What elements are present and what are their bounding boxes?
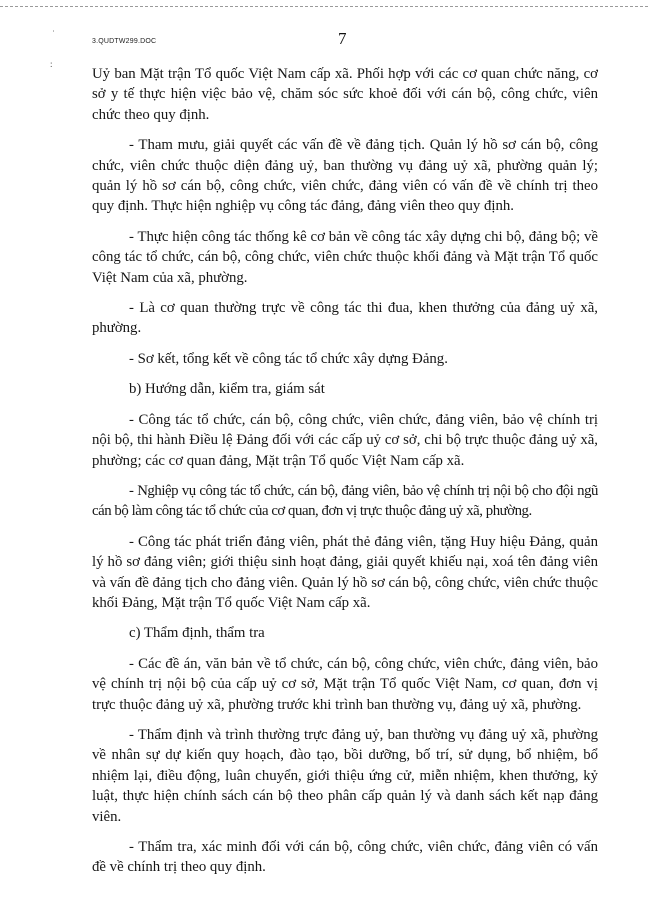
document-code: 3.QUDTW299.DOC <box>92 38 157 45</box>
paragraph-bullet: - Công tác phát triển đảng viên, phát thẻ đảng viên, tặng Huy hiệu Đảng, quản lý hồ sơ đảng viên; giới thiệu sinh hoạt đảng, giải quyết khiếu nại, xoá tên đảng viên và vấn đề đảng tịch cho đảng viên. Quản lý hồ sơ cán bộ, công chức, viên chức thuộc khối Đảng, Mặt trận Tổ quốc Việt Nam cấp xã. <box>92 533 598 611</box>
paragraph-bullet: - Tham mưu, giải quyết các vấn đề về đảng tịch. Quản lý hồ sơ cán bộ, công chức, viên chức thuộc diện đảng uỷ, ban thường vụ đảng uỷ xã, phường quản lý; quản lý hồ sơ cán bộ, công chức, viên chức, đảng viên có vấn đề về chính trị theo quy định. Thực hiện nghiệp vụ công tác đảng, đảng viên theo quy định. <box>92 137 598 215</box>
document-body <box>92 64 598 888</box>
page-number: 7 <box>338 29 347 48</box>
paragraph-bullet: - Thẩm định và trình thường trực đảng uỷ, ban thường vụ đảng uỷ xã, phường về nhân sự dự kiến quy hoạch, đào tạo, bồi dưỡng, bố trí, sử dụng, bổ nhiệm, bổ nhiệm lại, điều động, luân chuyển, giới thiệu ứng cử, miễn nhiệm, khen thưởng, kỷ luật, thực hiện chính sách cán bộ theo phân cấp quản lý và danh sách kết nạp đảng viên. <box>92 726 598 825</box>
paragraph-bullet: - Nghiệp vụ công tác tổ chức, cán bộ, đảng viên, bảo vệ chính trị nội bộ cho đội ngũ cán bộ làm công tác tổ chức của cơ quan, đơn vị trực thuộc đảng uỷ xã, phường. <box>92 482 598 520</box>
paragraph-continuation: Uỷ ban Mặt trận Tổ quốc Việt Nam cấp xã. Phối hợp với các cơ quan chức năng, cơ sở y tế thực hiện việc bảo vệ, chăm sóc sức khoẻ đối với cán bộ, công chức, viên chức theo quy định. <box>92 66 598 123</box>
scan-speck-mark: : <box>50 59 53 69</box>
paragraph-bullet: - Sơ kết, tổng kết về công tác tổ chức xây dựng Đảng. <box>129 350 448 367</box>
paragraph-bullet: - Thực hiện công tác thống kê cơ bản về công tác xây dựng chi bộ, đảng bộ; về công tác tổ chức, cán bộ, công chức, viên chức thuộc khối đảng và Mặt trận Tổ quốc Việt Nam của xã, phường. <box>92 228 598 286</box>
scan-speck-mark: ˙ <box>52 29 55 39</box>
section-heading-b: b) Hướng dẫn, kiểm tra, giám sát <box>129 381 325 398</box>
paragraph-bullet: - Công tác tổ chức, cán bộ, công chức, viên chức, đảng viên, bảo vệ chính trị nội bộ, thi hành Điều lệ Đảng đối với các cấp uỷ cơ sở, chi bộ trực thuộc đảng uỷ xã, phường; các cơ quan đảng, Mặt trận Tổ quốc Việt Nam cấp xã. <box>92 411 598 469</box>
paragraph-bullet: - Thẩm tra, xác minh đối với cán bộ, công chức, viên chức, đảng viên có vấn đề về chính trị theo quy định. <box>92 839 598 876</box>
page-top-border <box>0 6 648 7</box>
paragraph-bullet: - Các đề án, văn bản về tổ chức, cán bộ, công chức, viên chức, đảng viên, bảo vệ chính trị nội bộ của cấp uỷ cơ sở, Mặt trận Tổ quốc Việt Nam, cơ quan, đơn vị trực thuộc đảng uỷ xã, phường trước khi trình ban thường vụ, đảng uỷ xã, phường. <box>92 655 598 713</box>
section-heading-c: c) Thẩm định, thẩm tra <box>129 625 265 642</box>
paragraph-bullet: - Là cơ quan thường trực về công tác thi đua, khen thưởng của đảng uỷ xã, phường. <box>92 300 598 337</box>
